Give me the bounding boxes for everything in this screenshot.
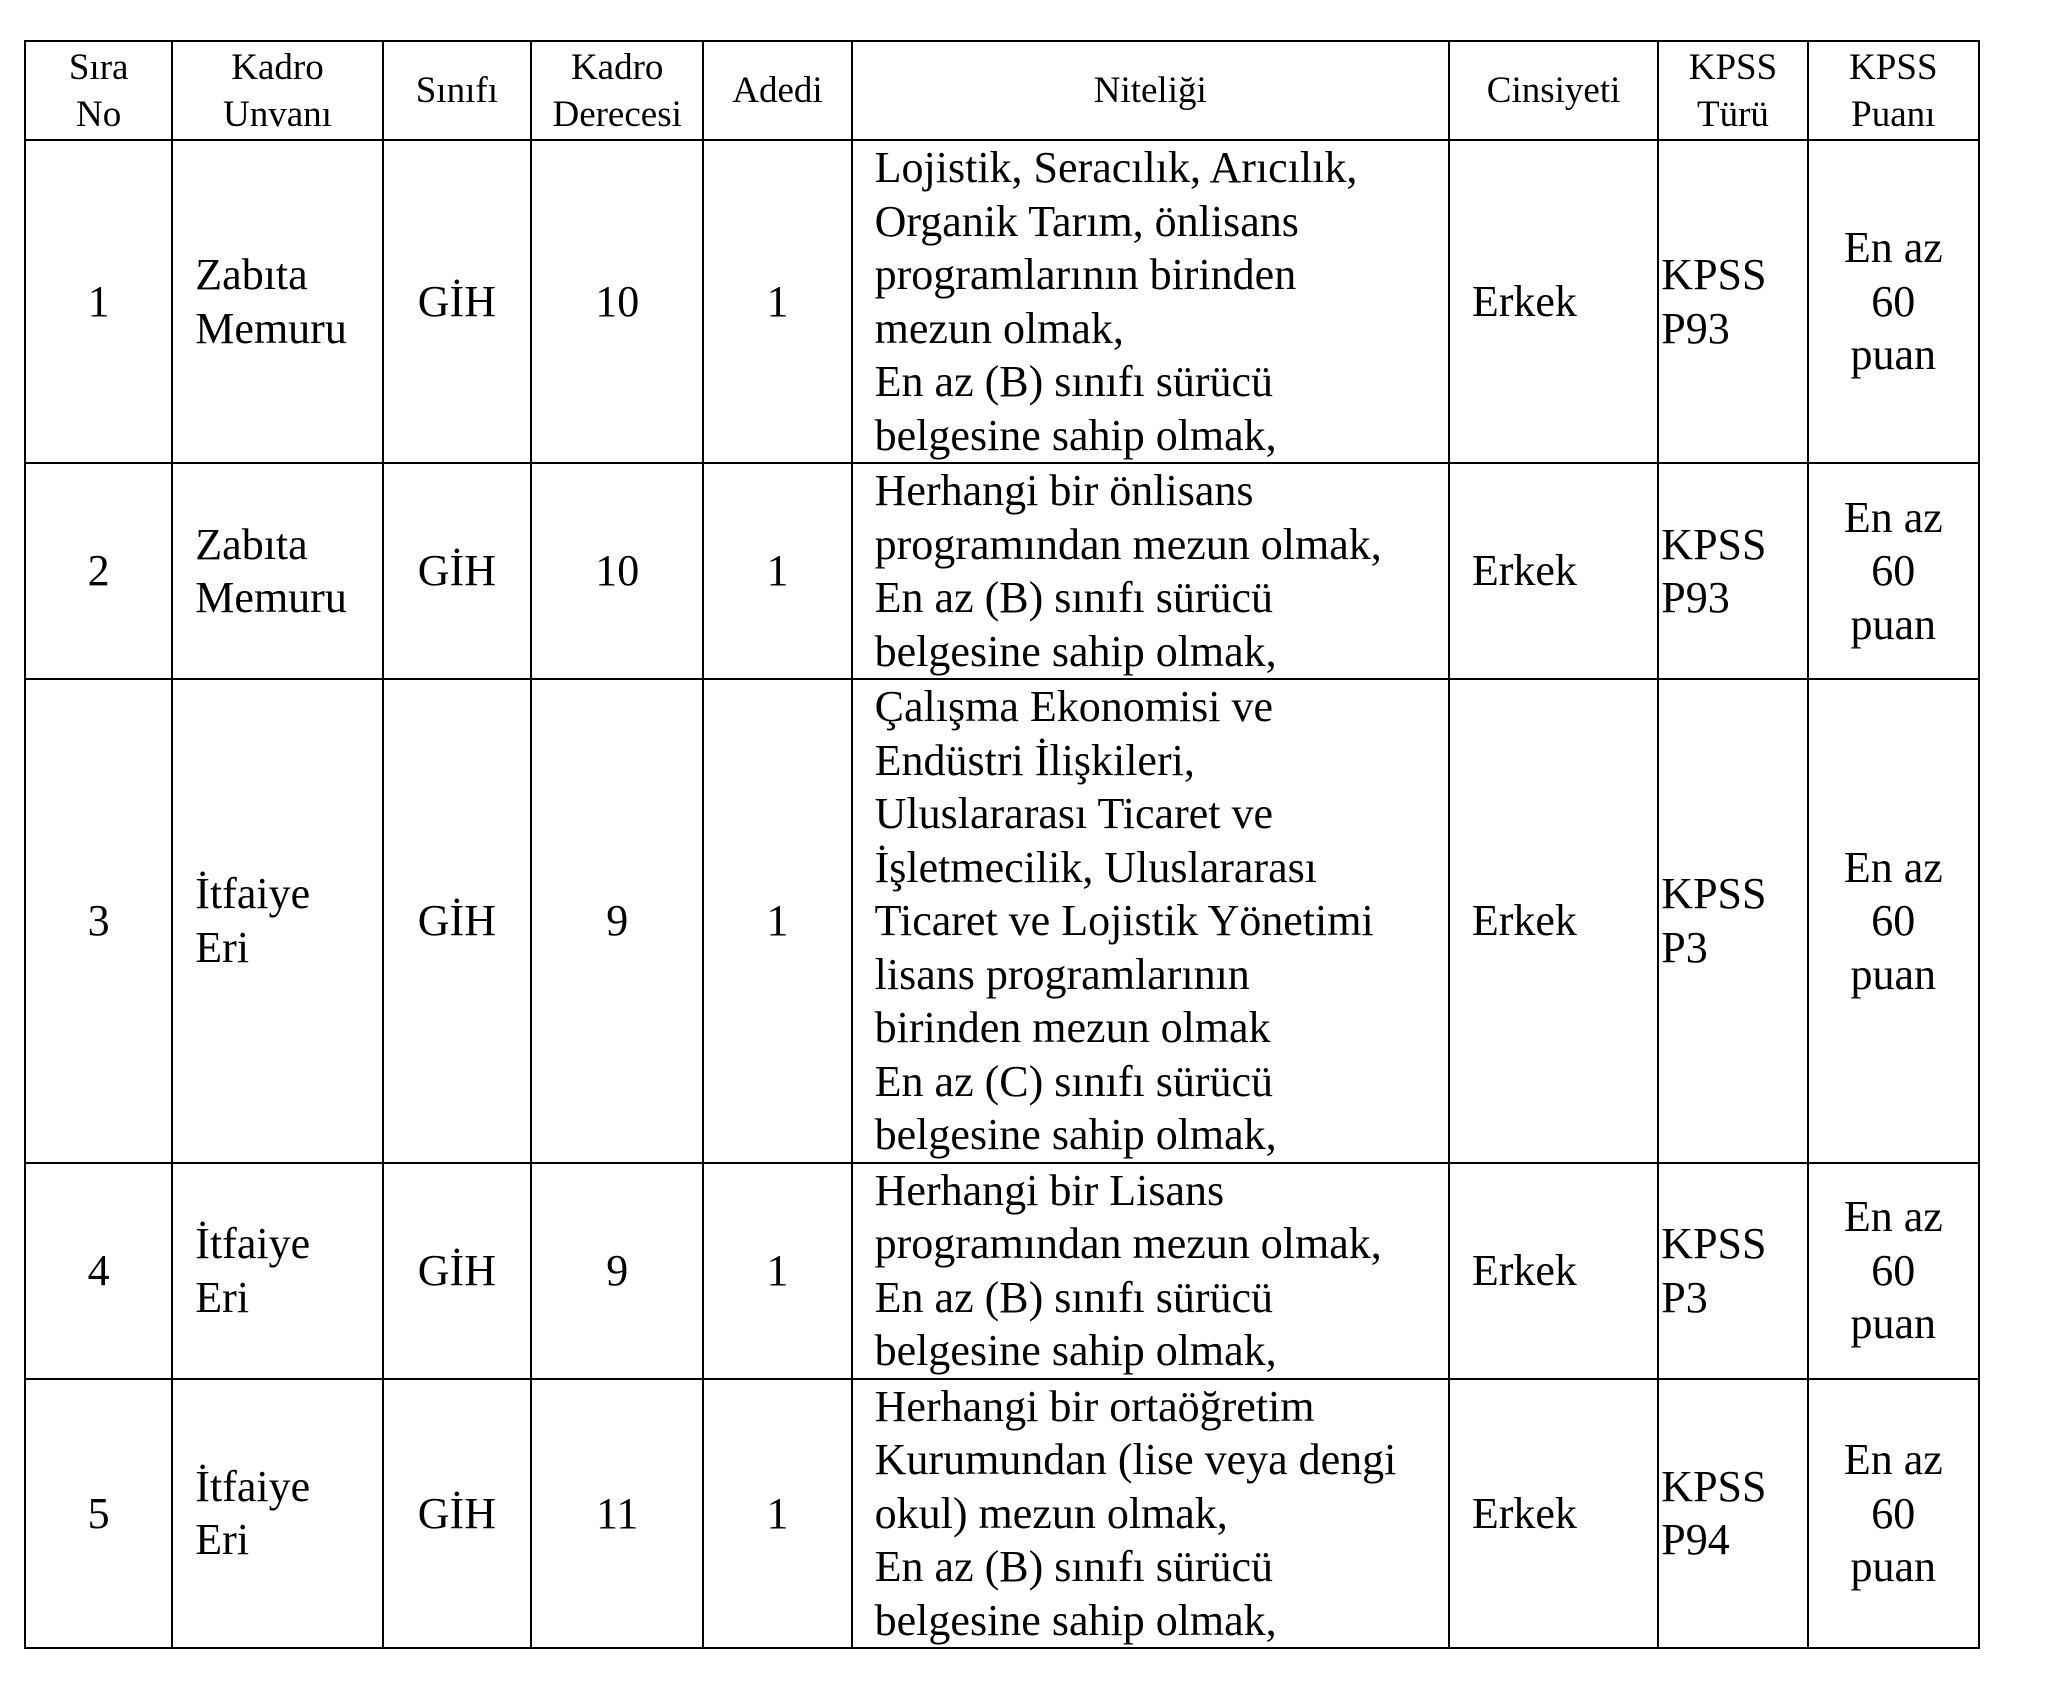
cell-sira-no: 5 — [25, 1379, 172, 1649]
cell-niteligi: Herhangi bir önlisans programından mezun olmak, En az (B) sınıfı sürücü belgesine sahip olmak, — [852, 463, 1449, 679]
cell-kpss-turu: KPSS P3 — [1658, 679, 1807, 1163]
cell-kadro-unvani: İtfaiye Eri — [172, 1163, 382, 1379]
cell-kadro-derecesi: 11 — [531, 1379, 703, 1649]
staff-position-table — [24, 40, 1980, 1649]
cell-kadro-derecesi: 10 — [531, 140, 703, 463]
cell-sira-no: 1 — [25, 140, 172, 463]
header-kadro-derecesi: Kadro Derecesi — [531, 41, 703, 140]
header-sira-no: Sıra No — [25, 41, 172, 140]
cell-sinifi: GİH — [383, 1163, 531, 1379]
cell-sinifi: GİH — [383, 679, 531, 1163]
cell-kpss-puani: En az 60 puan — [1808, 463, 1979, 679]
cell-sinifi: GİH — [383, 140, 531, 463]
cell-kadro-unvani: İtfaiye Eri — [172, 679, 382, 1163]
cell-sinifi: GİH — [383, 463, 531, 679]
cell-cinsiyeti: Erkek — [1449, 140, 1658, 463]
cell-kpss-puani: En az 60 puan — [1808, 140, 1979, 463]
header-kadro-unvani: Kadro Unvanı — [172, 41, 382, 140]
header-kpss-puani: KPSS Puanı — [1808, 41, 1979, 140]
cell-niteligi: Herhangi bir ortaöğretim Kurumundan (lise veya dengi okul) mezun olmak, En az (B) sınıfı sürücü belgesine sahip olmak, — [852, 1379, 1449, 1649]
cell-niteligi: Çalışma Ekonomisi ve Endüstri İlişkileri, Uluslararası Ticaret ve İşletmecilik, Uluslararası Ticaret ve Lojistik Yönetimi lisans programlarının birinden mezun olmak En az (C) sınıfı sürücü belgesine sahip olmak, — [852, 679, 1449, 1163]
header-kpss-turu: KPSS Türü — [1658, 41, 1807, 140]
cell-kpss-turu: KPSS P93 — [1658, 140, 1807, 463]
header-cinsiyeti: Cinsiyeti — [1449, 41, 1658, 140]
cell-kadro-unvani: Zabıta Memuru — [172, 463, 382, 679]
header-niteligi: Niteliği — [852, 41, 1449, 140]
cell-cinsiyeti: Erkek — [1449, 1379, 1658, 1649]
cell-kadro-unvani: İtfaiye Eri — [172, 1379, 382, 1649]
cell-kadro-derecesi: 9 — [531, 1163, 703, 1379]
cell-cinsiyeti: Erkek — [1449, 463, 1658, 679]
cell-adedi: 1 — [703, 679, 851, 1163]
cell-adedi: 1 — [703, 1163, 851, 1379]
header-row — [25, 41, 1979, 140]
cell-cinsiyeti: Erkek — [1449, 679, 1658, 1163]
cell-kadro-unvani: Zabıta Memuru — [172, 140, 382, 463]
cell-kadro-derecesi: 9 — [531, 679, 703, 1163]
cell-sinifi: GİH — [383, 1379, 531, 1649]
cell-kpss-puani: En az 60 puan — [1808, 1379, 1979, 1649]
cell-cinsiyeti: Erkek — [1449, 1163, 1658, 1379]
cell-sira-no: 4 — [25, 1163, 172, 1379]
cell-kpss-turu: KPSS P93 — [1658, 463, 1807, 679]
table-row — [25, 679, 1979, 1163]
cell-adedi: 1 — [703, 1379, 851, 1649]
table-row — [25, 140, 1979, 463]
cell-niteligi: Lojistik, Seracılık, Arıcılık, Organik Tarım, önlisans programlarının birinden mezun olmak, En az (B) sınıfı sürücü belgesine sahip olmak, — [852, 140, 1449, 463]
cell-adedi: 1 — [703, 463, 851, 679]
cell-kpss-puani: En az 60 puan — [1808, 679, 1979, 1163]
table-row — [25, 1163, 1979, 1379]
table-row — [25, 1379, 1979, 1649]
cell-adedi: 1 — [703, 140, 851, 463]
cell-kpss-turu: KPSS P3 — [1658, 1163, 1807, 1379]
cell-kpss-puani: En az 60 puan — [1808, 1163, 1979, 1379]
cell-sira-no: 2 — [25, 463, 172, 679]
header-adedi: Adedi — [703, 41, 851, 140]
cell-kadro-derecesi: 10 — [531, 463, 703, 679]
cell-sira-no: 3 — [25, 679, 172, 1163]
header-sinifi: Sınıfı — [383, 41, 531, 140]
table-row — [25, 463, 1979, 679]
cell-niteligi: Herhangi bir Lisans programından mezun olmak, En az (B) sınıfı sürücü belgesine sahip olmak, — [852, 1163, 1449, 1379]
cell-kpss-turu: KPSS P94 — [1658, 1379, 1807, 1649]
